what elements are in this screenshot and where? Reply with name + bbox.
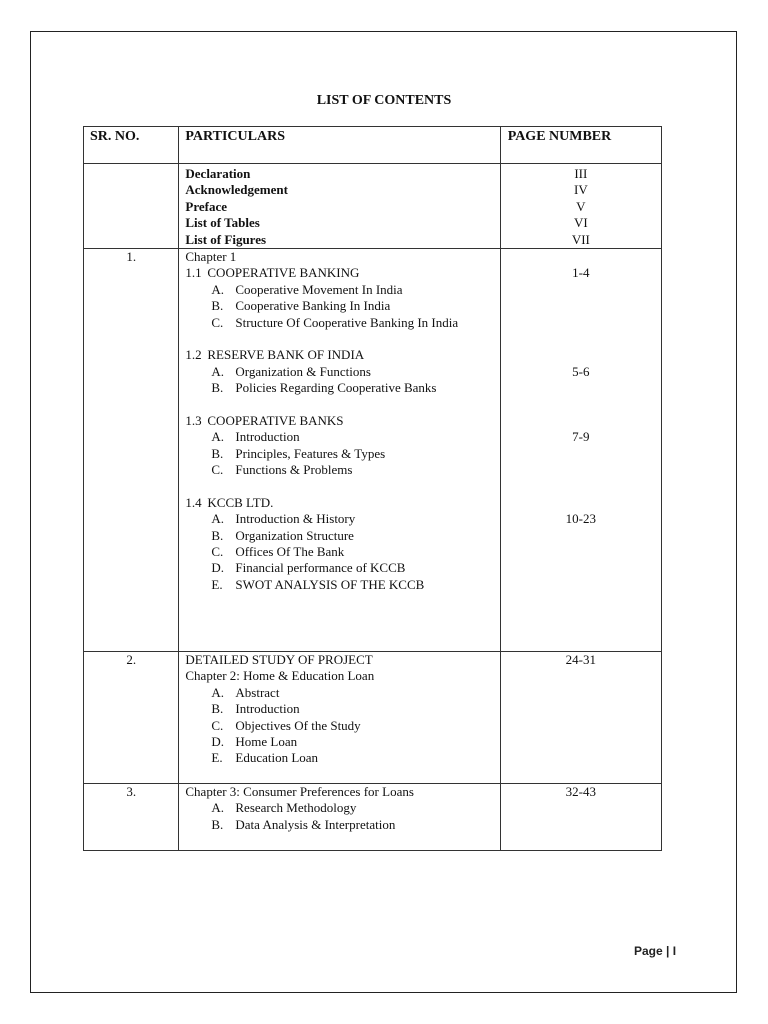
list-item: A. Introduction & History [211,511,356,527]
chapter-heading: Chapter 1 [185,249,237,264]
page-number: 32-43 [565,784,597,799]
sr-cell [84,784,179,851]
list-item: A. Research Methodology [211,800,357,816]
list-item: D. Home Loan [211,733,298,749]
list-item: B. Cooperative Banking In India [211,298,391,314]
list-item: E. Education Loan [211,750,319,766]
page-cell [500,652,661,784]
sr-cell [84,652,179,784]
list-item: B. Policies Regarding Cooperative Banks [211,380,437,396]
page-title: LIST OF CONTENTS [316,93,452,108]
page-number: 5-6 [572,363,590,379]
particulars-cell [179,652,500,784]
table-row [84,652,662,784]
section-heading: 1.4 KCCB LTD. [185,494,274,510]
sr-cell [84,249,179,652]
sr-cell [84,164,179,249]
table-row [84,249,662,652]
toc-entry: List of Tables [185,215,260,231]
chapter-subheading: Chapter 2: Home & Education Loan [185,668,375,684]
page-number: III [574,166,588,181]
sr-number: 1. [126,249,137,264]
section-heading: 1.1 COOPERATIVE BANKING [185,265,360,281]
list-item: E. SWOT ANALYSIS OF THE KCCB [211,576,425,592]
list-item: C. Objectives Of the Study [211,717,361,733]
page-number: VII [571,231,590,247]
list-item: A. Introduction [211,429,300,445]
page-number: 7-9 [572,429,590,445]
contents-table [83,126,662,851]
list-item: B. Principles, Features & Types [211,445,386,461]
table-row [84,164,662,249]
chapter-heading: DETAILED STUDY OF PROJECT [185,652,373,667]
sr-number: 3. [126,784,137,799]
sr-number: 2. [126,652,137,667]
list-item: A. Organization & Functions [211,363,371,379]
page-cell [500,249,661,652]
list-item: A. Cooperative Movement In India [211,281,403,297]
particulars-cell [179,784,500,851]
chapter-heading: Chapter 3: Consumer Preferences for Loans [185,784,414,799]
list-item: C. Structure Of Cooperative Banking In India [211,314,459,330]
page-number: V [576,198,586,214]
page-number: 1-4 [572,265,590,281]
page-number: VI [573,215,588,231]
list-item: D. Financial performance of KCCB [211,560,406,576]
list-item: C. Functions & Problems [211,462,353,478]
list-item: C. Offices Of The Bank [211,544,345,560]
section-heading: 1.3 COOPERATIVE BANKS [185,412,344,428]
particulars-cell [179,249,500,652]
header-row [84,127,662,164]
page-number: 24-31 [565,652,597,667]
section-heading: 1.2 RESERVE BANK OF INDIA [185,347,365,363]
page-footer: Page | I [634,944,677,958]
list-item: B. Organization Structure [211,527,354,543]
header-page-number: PAGE NUMBER [500,127,661,164]
list-item: B. Data Analysis & Interpretation [211,816,396,832]
page-cell [500,164,661,249]
page-number: IV [573,182,588,198]
list-item: B. Introduction [211,701,300,717]
page-cell [500,784,661,851]
toc-entry: Declaration [185,166,251,181]
toc-entry: Acknowledgement [185,182,288,198]
particulars-cell [179,164,500,249]
page-number: 10-23 [565,511,597,527]
list-item: A. Abstract [211,684,280,700]
header-sr-no: SR. NO. [84,127,179,164]
toc-entry: List of Figures [185,231,267,247]
header-particulars: PARTICULARS [179,127,500,164]
table-row [84,784,662,851]
toc-entry: Preface [185,198,228,214]
